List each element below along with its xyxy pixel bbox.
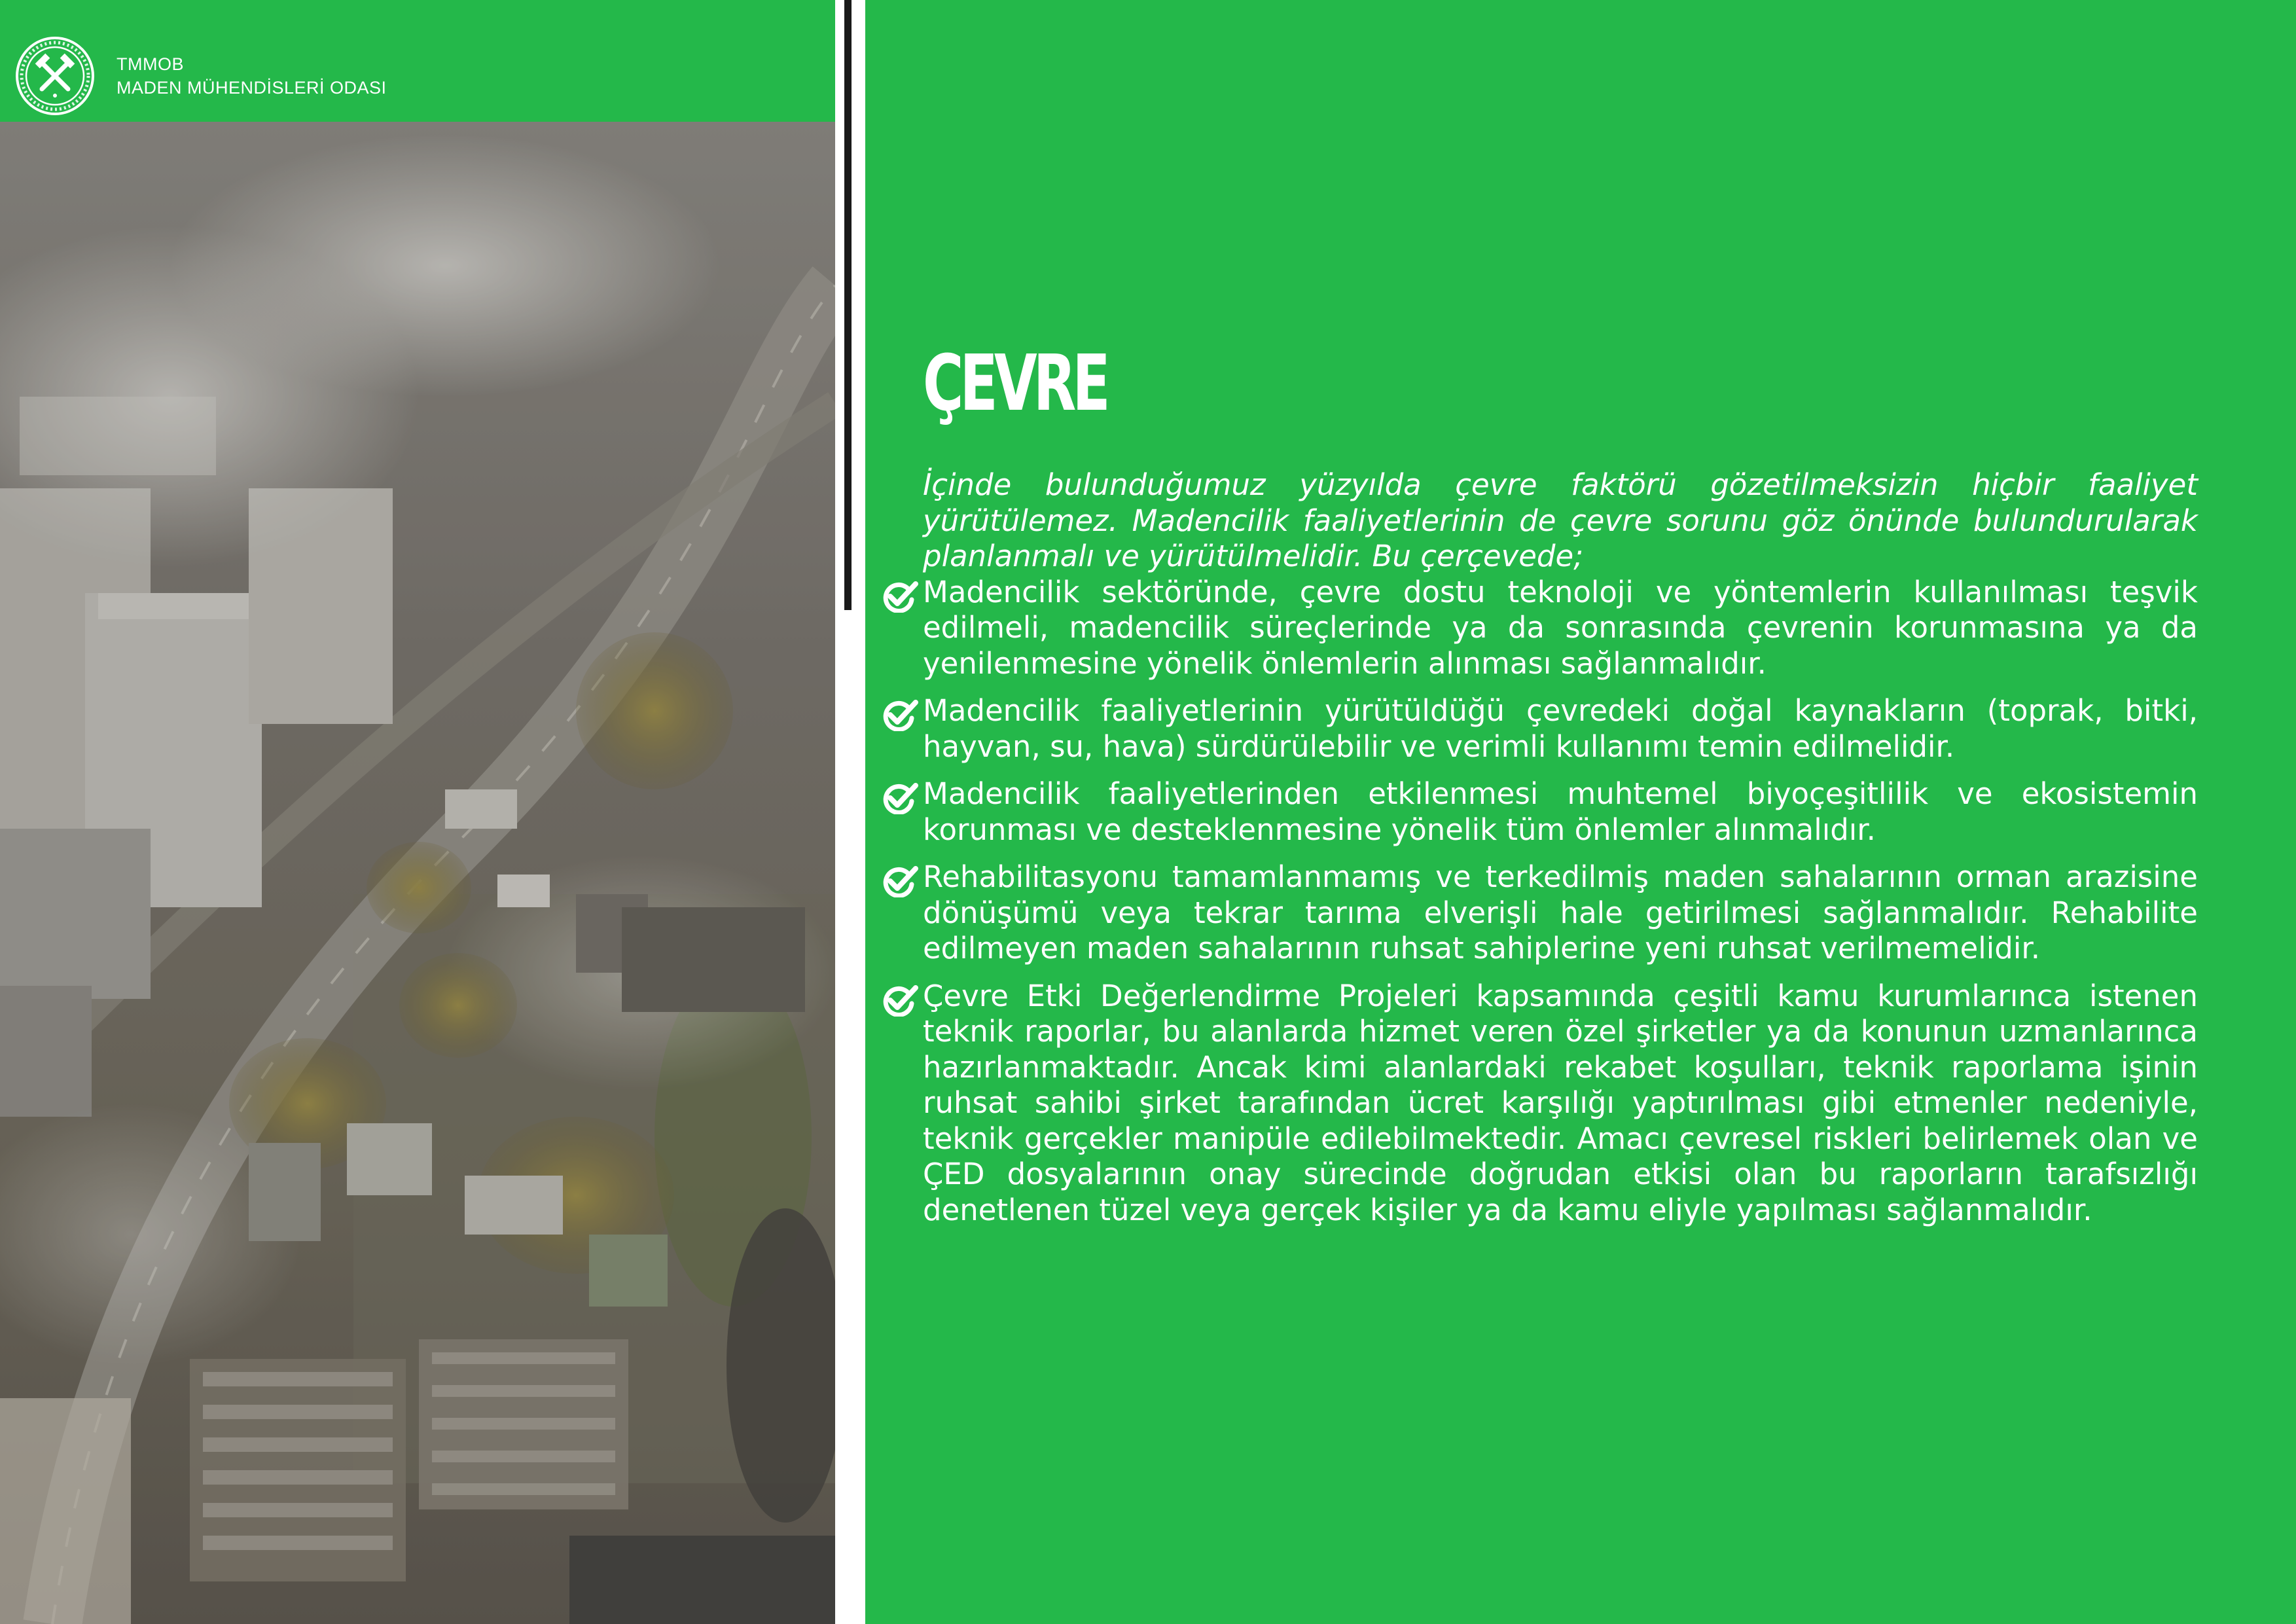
- list-item-text: Rehabilitasyonu tamamlanmamış ve terkedilmiş maden sahalarının orman arazisine dönüşümü veya tekrar tarıma elverişli hale getirilmesi sağlanmalıdır. Rehabilite edilmeyen maden sahalarının ruhsat sahiplerine yeni ruhsat verilmemelidir.: [923, 859, 2198, 965]
- org-name: [117, 52, 387, 99]
- check-circle-icon: [880, 984, 919, 1017]
- content-panel: [865, 0, 2296, 1624]
- org-name-line1: TMMOB: [117, 54, 184, 74]
- industrial-aerial-photo: [0, 122, 835, 1624]
- list-item: [923, 979, 2198, 1229]
- list-item: [923, 693, 2198, 765]
- check-circle-icon: [880, 782, 919, 814]
- org-name-line2: MADEN MÜHENDİSLERİ ODASI: [117, 78, 387, 98]
- section-content: [923, 467, 2198, 1228]
- list-item-text: Çevre Etki Değerlendirme Projeleri kapsamında çeşitli kamu kurumlarınca istenen teknik raporlar, bu alanlarda hizmet veren özel şirketler ya da konunun uzmanlarınca hazırlanmaktadır. Ancak kimi alanlardaki rekabet koşulları, teknik raporlama işinin ruhsat sahibi şirket tarafından ücret karşılığı yaptırılması gibi etmenler nedeniyle, teknik gerçekler manipüle edilebilmektedir. Amacı çevresel riskleri belirlemek olan ve ÇED dosyalarının onay sürecinde doğrudan etkisi olan bu raporların tarafsızlığı denetlenen tüzel veya gerçek kişiler ya da kamu eliyle yapılması sağlanmalıdır.: [923, 978, 2198, 1227]
- check-circle-icon: [880, 865, 919, 897]
- list-item: [923, 776, 2198, 848]
- list-item-text: Madencilik faaliyetlerinden etkilenmesi muhtemel biyoçeşitlilik ve ekosistemin korunması ve desteklenmesine yönelik tüm önlemler alınmalıdır.: [923, 776, 2198, 847]
- crossed-hammers-emblem-icon: [14, 35, 96, 117]
- left-panel: [0, 0, 835, 1624]
- check-circle-icon: [880, 580, 919, 613]
- check-circle-icon: [880, 698, 919, 731]
- header-bar: [0, 0, 835, 122]
- intro-paragraph: İçinde bulunduğumuz yüzyılda çevre faktörü gözetilmeksizin hiçbir faaliyet yürütülemez. Madencilik faaliyetlerinin de çevre sorunu göz önünde bulundurularak planlanmalı ve yürütülmelidir. Bu çerçevede;: [923, 467, 2198, 573]
- list-item: [923, 859, 2198, 967]
- list-item: [923, 575, 2198, 682]
- list-item-text: Madencilik faaliyetlerinin yürütüldüğü çevredeki doğal kaynakların (toprak, bitki, hayvan, su, hava) sürdürülebilir ve verimli kullanımı temin edilmelidir.: [923, 693, 2198, 764]
- vertical-divider: [844, 0, 852, 610]
- section-title: ÇEVRE: [923, 338, 1107, 428]
- list-item-text: Madencilik sektöründe, çevre dostu teknoloji ve yöntemlerin kullanılması teşvik edilmeli, madencilik süreçlerinde ya da sonrasında çevrenin korunmasına ya da yenilenmesine yönelik önlemlerin alınması sağlanmalıdır.: [923, 574, 2198, 681]
